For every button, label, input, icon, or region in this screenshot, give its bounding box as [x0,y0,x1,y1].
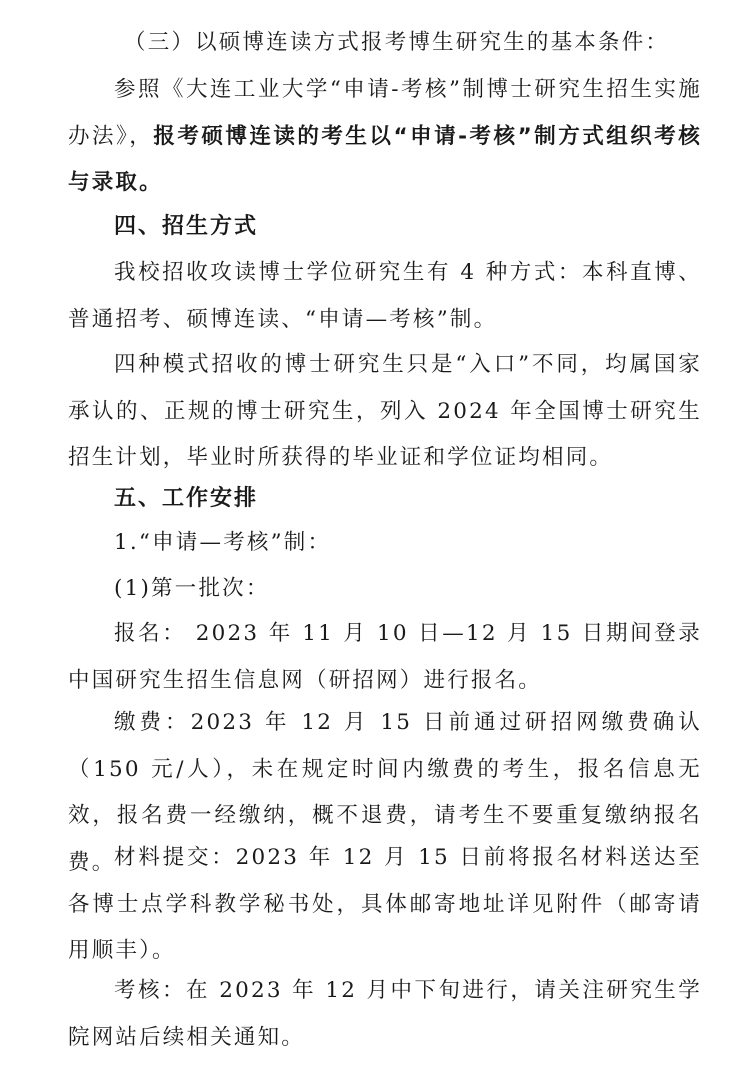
section4-para2: 四种模式招收的博士研究生只是“入口”不同，均属国家承认的、正规的博士研究生，列入 2024 年全国博士研究生招生计划，毕业时所获得的毕业证和学位证均相同。 [68,352,702,471]
section5-item1: 1.“申请—考核”制： [114,530,332,555]
section3-body [68,67,702,207]
section3-title: （三）以硕博连读方式报考博生研究生的基本条件： [124,30,670,55]
section5-batch1: (1)第一批次： [114,576,270,601]
registration-paragraph: 报名： 2023 年 11 月 10 日—12 月 15 日期间登录中国研究生招生信息网（研招网）进行报名。 [68,621,702,693]
materials-paragraph: 材料提交：2023 年 12 月 15 日前将报名材料送达至各博士点学科教学秘书处，具体邮寄地址详见附件（邮寄请用顺丰）。 [68,845,702,964]
section5-heading: 五、工作安排 [114,486,259,511]
section3-text-plain: 参照《大连工业大学“申请-考核”制博士研究生招生实施办法》， [68,77,702,149]
section4-heading: 四、招生方式 [114,214,259,239]
section4-para1: 我校招收攻读博士学位研究生有 4 种方式：本科直博、普通招考、硕博连读、“申请—考核”制。 [68,260,702,332]
fee-paragraph: 缴费：2023 年 12 月 15 日前通过研招网缴费确认（150 元/人），未在规定时间内缴费的考生，报名信息无效，报名费一经缴纳，概不退费，请考生不要重复缴纳报名费。 [68,710,702,875]
assessment-paragraph: 考核：在 2023 年 12 月中下旬进行，请关注研究生学院网站后续相关通知。 [68,978,702,1050]
section3-text-bold: 报考硕博连读的考生以“申请-考核”制方式组织考核与录取。 [68,123,702,196]
